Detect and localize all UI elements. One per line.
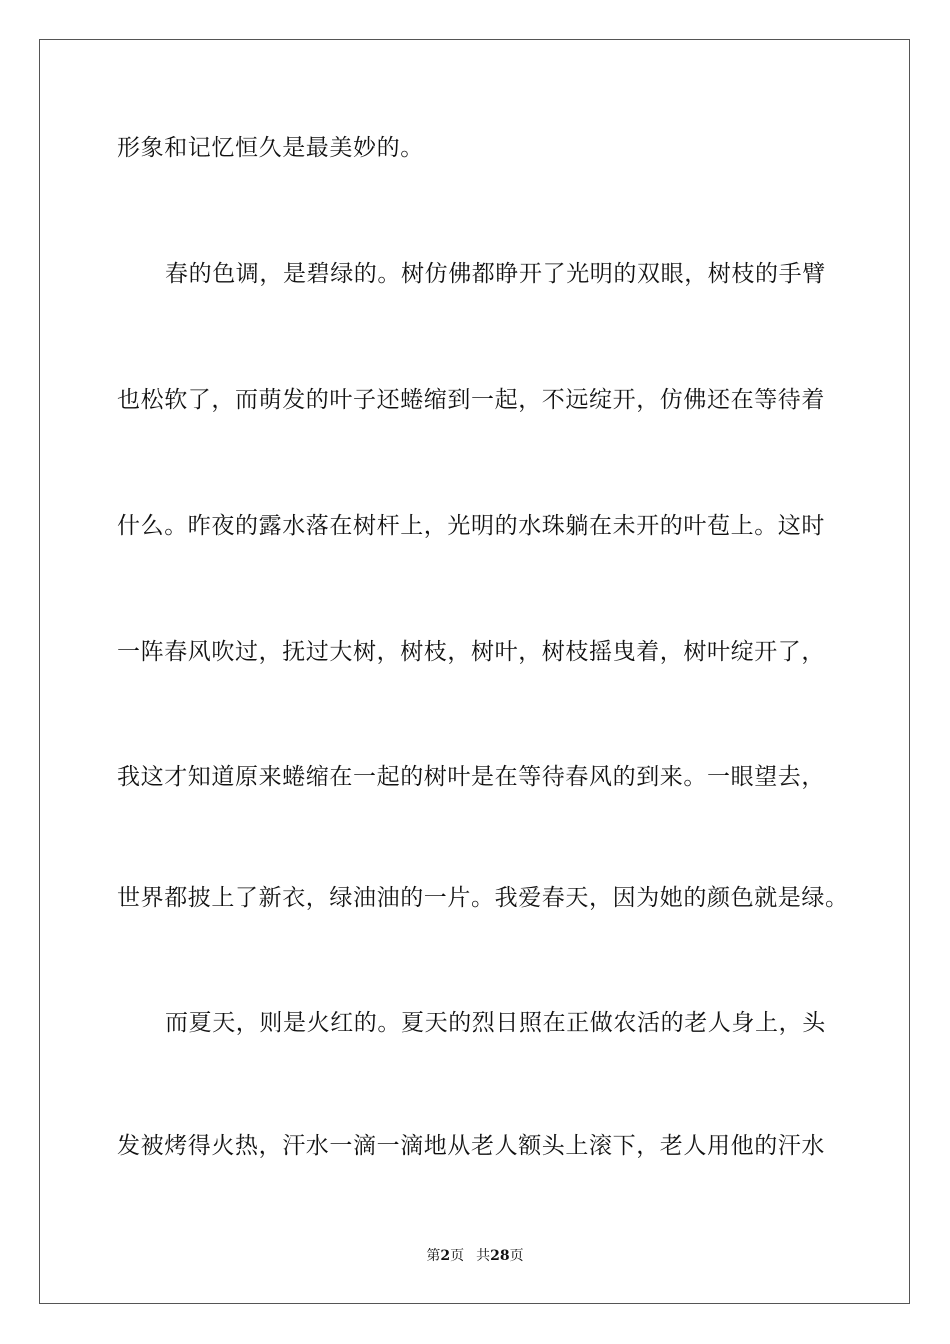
- total-unit: 页: [509, 1248, 524, 1264]
- text-line: 春的色调，是碧绿的。树仿佛都睁开了光明的双眼，树枝的手臂: [165, 261, 826, 287]
- text-line: 也松软了，而萌发的叶子还蜷缩到一起，不远绽开，仿佛还在等待着: [117, 387, 825, 413]
- text-line: 什么。昨夜的露水落在树杆上，光明的水珠躺在未开的叶苞上。这时: [117, 513, 825, 539]
- page-prefix: 第: [426, 1248, 441, 1264]
- page-total: 28: [490, 1248, 510, 1264]
- page-border: [39, 39, 910, 1304]
- text-line: 发被烤得火热，汗水一滴一滴地从老人额头上滚下，老人用他的汗水: [117, 1133, 825, 1159]
- page-unit: 页: [450, 1248, 465, 1264]
- page-footer: [0, 1247, 950, 1265]
- page-number: 2: [440, 1248, 451, 1264]
- total-prefix: 共: [476, 1248, 491, 1264]
- text-line: 我这才知道原来蜷缩在一起的树叶是在等待春风的到来。一眼望去，: [117, 764, 825, 790]
- text-line: 而夏天，则是火红的。夏天的烈日照在正做农活的老人身上，头: [165, 1010, 826, 1036]
- text-line: 世界都披上了新衣，绿油油的一片。我爱春天，因为她的颜色就是绿。: [117, 885, 849, 911]
- text-line: 一阵春风吹过，抚过大树，树枝，树叶，树枝摇曳着，树叶绽开了，: [117, 639, 825, 665]
- text-line: 形象和记忆恒久是最美妙的。: [117, 135, 424, 161]
